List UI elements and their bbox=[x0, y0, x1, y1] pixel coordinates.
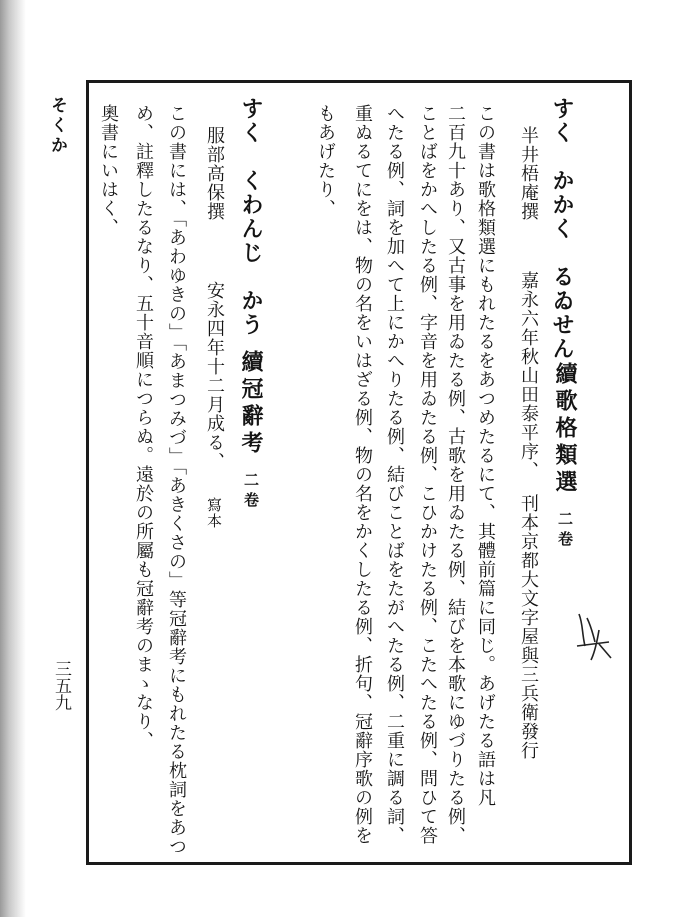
entry-1-title-column bbox=[554, 362, 576, 551]
entry-1-body-line-1: この書は歌格類選にもれたるをあつめたるにて、其體前篇に同じ。あげたる語は凡 bbox=[475, 104, 496, 807]
entry-2-title: 續冠辭考 bbox=[238, 350, 264, 458]
entry-2-header-column bbox=[205, 126, 223, 529]
entry-2-edition: 寫本 bbox=[205, 497, 223, 529]
entry-1-date-preface: 嘉永六年秋山田泰平序、 bbox=[518, 271, 539, 480]
entry-1-body-line-2: 二百九十あり、又古事を用ゐたる例、古歌を用ゐたる例、結びを本歌にゆづりたる例、 bbox=[445, 104, 466, 845]
page-number: 三五九 bbox=[51, 660, 71, 711]
entry-2-date: 安永四年十二月成る、 bbox=[204, 281, 225, 471]
entry-2-volumes: 二卷 bbox=[242, 472, 260, 512]
entry-1-header-column bbox=[519, 126, 537, 760]
pencil-annotation-mark bbox=[573, 612, 613, 662]
entry-2-body-line-2: め、註釋したるなり、五十音順につらぬ。遠於の所屬も冠辭考のまゝなり、 bbox=[133, 104, 154, 750]
entry-1-volumes: 二卷 bbox=[556, 511, 574, 551]
entry-2-body-line-3: 奧書にいはく、 bbox=[98, 104, 119, 237]
entry-1-body-line-3: ことばをかへしたる例、字音を用ゐたる例、こひかけたる例、こたへたる例、問ひて答 bbox=[417, 104, 438, 845]
entry-1-author: 半井梧庵撰 bbox=[518, 126, 539, 221]
entry-2-body-line-1: この書には、「あわゆきの」「あまつみづ」「あきくさの」等冠辭考にもれたる枕詞をあつ bbox=[166, 104, 187, 856]
entry-1-body-line-5: 重ぬるてにをは、物の名をいはざる例、物の名をかくしたる例、折句、冠辭序歌の例を bbox=[352, 104, 373, 845]
entry-2-title-column bbox=[240, 350, 262, 512]
entry-2-headword: すく くわんじ かう bbox=[238, 97, 264, 337]
entry-1-headword: すく かかく るゐせん bbox=[549, 97, 575, 361]
entry-1-body-line-6: もあげたり、 bbox=[315, 104, 336, 218]
running-head: そくか bbox=[47, 96, 67, 156]
entry-1-publisher: 刊本京都大文字屋與三兵衛發行 bbox=[518, 494, 539, 760]
entry-1-body-line-4: へたる例、詞を加へて上にかへりたる例、結びことばをたがへたる例、二重に調る詞、 bbox=[384, 104, 405, 845]
entry-1-title: 續歌格類選 bbox=[552, 362, 578, 497]
entry-2-author: 服部高保撰 bbox=[204, 126, 225, 221]
book-gutter-shadow bbox=[0, 0, 26, 917]
